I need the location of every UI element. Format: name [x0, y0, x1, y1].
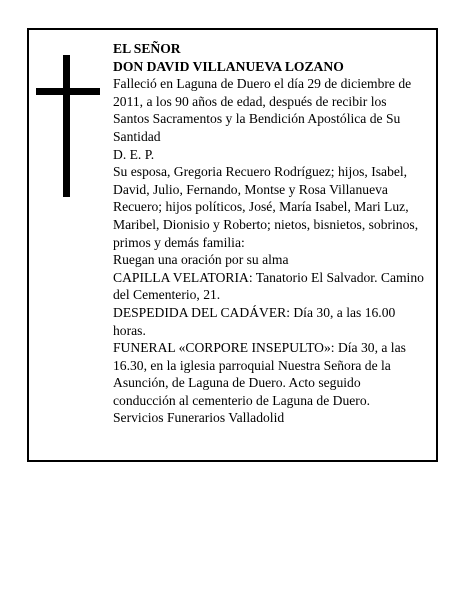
prayer-request: Ruegan una oración por su alma: [113, 252, 289, 268]
dep-line: D. E. P.: [113, 146, 155, 162]
deceased-name: DON DAVID VILLANUEVA LOZANO: [113, 58, 344, 74]
funeral-details: FUNERAL «CORPORE INSEPULTO»: Día 30, a las 16.30, en la iglesia parroquial Nuestra Señora de la Asunción, de Laguna de Duero. Acto seguido conducción al cementerio de Laguna de Duero.: [113, 340, 406, 408]
heading-title: EL SEÑOR: [113, 41, 181, 56]
cross-icon: [36, 55, 100, 197]
obituary-text: [113, 40, 425, 427]
cross-vertical-bar: [63, 55, 70, 197]
cross-horizontal-bar: [36, 88, 100, 95]
family-list: Su esposa, Gregoria Recuero Rodríguez; hijos, Isabel, David, Julio, Fernando, Montse y Rosa Villanueva Recuero; hijos políticos, José, María Isabel, Mari Luz, Maribel, Dionisio y Roberto; nietos, bisnietos, sobrinos, primos y demás familia:: [113, 164, 419, 250]
death-announcement: Falleció en Laguna de Duero el día 29 de diciembre de 2011, a los 90 años de edad, después de recibir los Santos Sacramentos y la Bendición Apostólica de Su Santidad: [113, 76, 412, 144]
wake-chapel: CAPILLA VELATORIA: Tanatorio El Salvador. Camino del Cementerio, 21.: [113, 269, 424, 303]
funeral-services-provider: Servicios Funerarios Valladolid: [113, 410, 285, 426]
farewell-time: DESPEDIDA DEL CADÁVER: Día 30, a las 16.00 horas.: [113, 304, 396, 338]
